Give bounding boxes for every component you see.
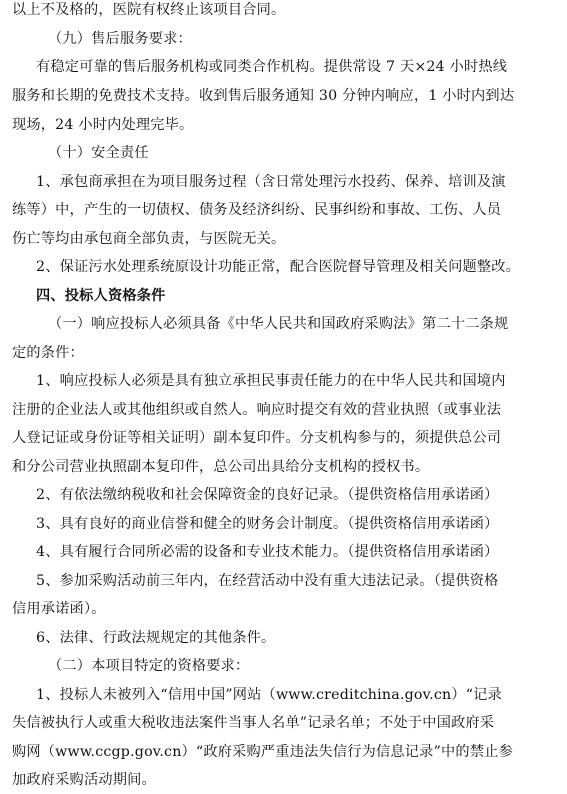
text-line: 6、法律、行政法规规定的其他条件。	[36, 630, 276, 646]
text-line: 和分公司营业执照副本复印件，总公司出具给分支机构的授权书。	[12, 459, 430, 475]
text-line: 服务和长期的免费技术支持。收到售后服务通知 30 分钟内响应，1 小时内到达	[12, 88, 515, 104]
text-line: 以上不及格的，医院有权终止该项目合同。	[12, 2, 286, 18]
text-line: 5、参加采购活动前三年内，在经营活动中没有重大违法记录。（提供资格	[36, 573, 499, 589]
text-line: 定的条件：	[12, 345, 84, 361]
text-line: 失信被执行人或重大税收违法案件当事人名单”记录名单；不处于中国政府采	[12, 715, 495, 731]
text-line: 信用承诺函）。	[12, 601, 106, 617]
text-line: 2、有依法缴纳税收和社会保障资金的良好记录。（提供资格信用承诺函）	[36, 487, 499, 503]
section-heading: （二）本项目特定的资格要求：	[48, 658, 250, 674]
text-line: 1、投标人未被列入“信用中国”网站（www.creditchina.gov.cn）“记录	[36, 687, 502, 703]
text-line: 加政府采购活动期间。	[12, 772, 156, 788]
text-line: 1、承包商承担在为项目服务过程（含日常处理污水投药、保养、培训及演	[36, 174, 506, 190]
section-heading: （九）售后服务要求：	[48, 31, 192, 47]
text-line: 4、具有履行合同所必需的设备和专业技术能力。（提供资格信用承诺函）	[36, 544, 499, 560]
text-line: （一）响应投标人必须具备《中华人民共和国政府采购法》第二十二条规	[48, 316, 509, 332]
text-line: 人登记证或身份证等相关证明）副本复印件。分支机构参与的，须提供总公司	[12, 430, 502, 446]
text-line: 3、具有良好的商业信誉和健全的财务会计制度。（提供资格信用承诺函）	[36, 516, 499, 532]
text-line: 2、保证污水处理系统原设计功能正常，配合医院督导管理及相关问题整改。	[36, 259, 521, 275]
text-line: 注册的企业法人或其他组织或自然人。响应时提交有效的营业执照（或事业法	[12, 402, 502, 418]
text-line: 现场，24 小时内处理完毕。	[12, 117, 194, 133]
chapter-heading: 四、投标人资格条件	[36, 288, 166, 304]
text-line: 有稳定可靠的售后服务机构或同类合作机构。提供常设 7 天×24 小时热线	[36, 59, 508, 75]
text-line: 练等）中，产生的一切债权、债务及经济纠纷、民事纠纷和事故、工伤、人员	[12, 202, 502, 218]
text-line: 伤亡等均由承包商全部负责，与医院无关。	[12, 231, 286, 247]
text-line: 1、响应投标人必须是具有独立承担民事责任能力的在中华人民共和国境内	[36, 373, 506, 389]
section-heading: （十）安全责任	[48, 145, 149, 161]
text-line: 购网（www.ccgp.gov.cn）“政府采购严重违法失信行为信息记录”中的禁止参	[12, 744, 513, 760]
